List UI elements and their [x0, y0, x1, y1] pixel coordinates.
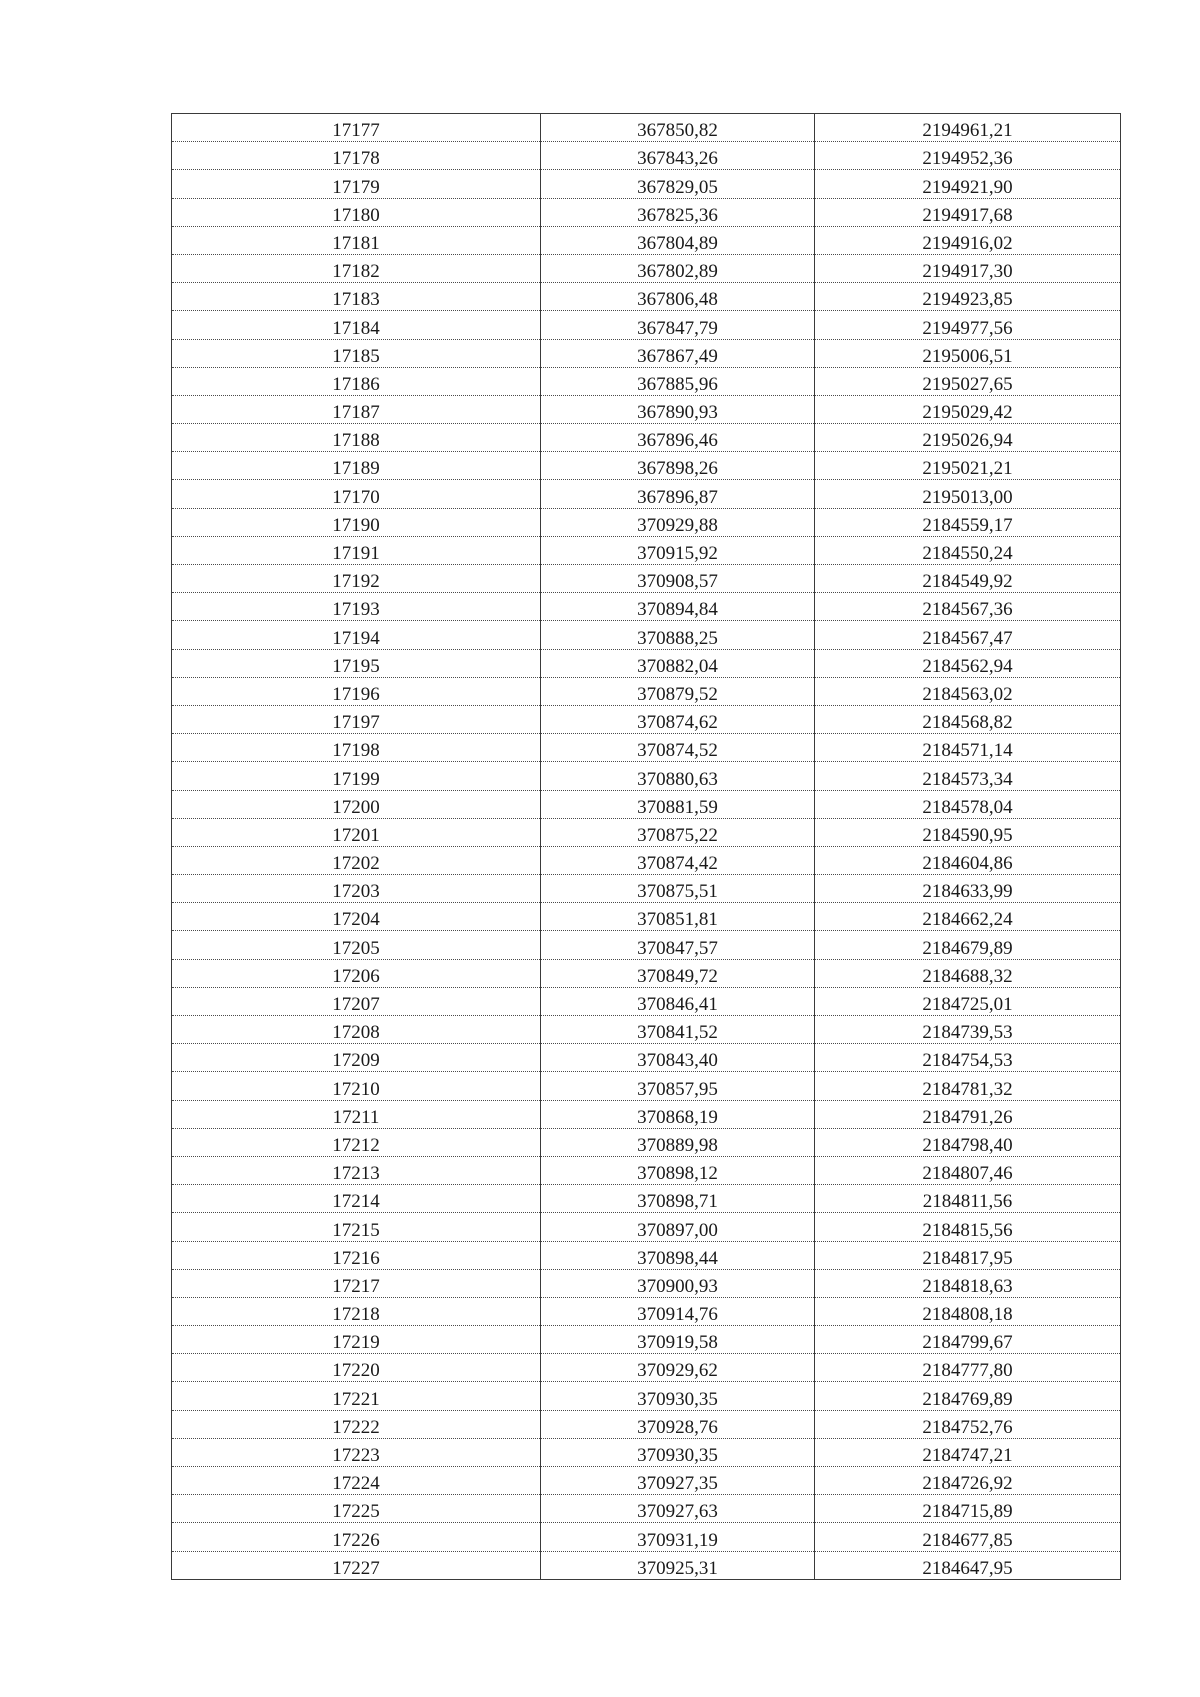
table-row	[172, 565, 1121, 593]
x-coordinate-cell: 370908,57	[541, 565, 815, 593]
table-row	[172, 903, 1121, 931]
x-coordinate-cell: 370930,35	[541, 1382, 815, 1410]
x-coordinate-cell: 370849,72	[541, 959, 815, 987]
point-number-cell: 17227	[172, 1551, 541, 1579]
point-number-cell: 17184	[172, 311, 541, 339]
table-row	[172, 734, 1121, 762]
point-number-cell: 17182	[172, 254, 541, 282]
y-coordinate-cell: 2184808,18	[815, 1297, 1121, 1325]
point-number-cell: 17170	[172, 480, 541, 508]
y-coordinate-cell: 2184604,86	[815, 846, 1121, 874]
x-coordinate-cell: 370927,35	[541, 1467, 815, 1495]
point-number-cell: 17207	[172, 987, 541, 1015]
table-row	[172, 508, 1121, 536]
y-coordinate-cell: 2184590,95	[815, 818, 1121, 846]
point-number-cell: 17213	[172, 1156, 541, 1184]
y-coordinate-cell: 2184799,67	[815, 1326, 1121, 1354]
point-number-cell: 17180	[172, 198, 541, 226]
y-coordinate-cell: 2184817,95	[815, 1241, 1121, 1269]
coordinates-table	[171, 113, 1121, 1580]
y-coordinate-cell: 2184818,63	[815, 1269, 1121, 1297]
point-number-cell: 17196	[172, 677, 541, 705]
x-coordinate-cell: 367896,87	[541, 480, 815, 508]
y-coordinate-cell: 2184633,99	[815, 875, 1121, 903]
y-coordinate-cell: 2184777,80	[815, 1354, 1121, 1382]
y-coordinate-cell: 2184563,02	[815, 677, 1121, 705]
table-row	[172, 649, 1121, 677]
y-coordinate-cell: 2184688,32	[815, 959, 1121, 987]
x-coordinate-cell: 370888,25	[541, 621, 815, 649]
x-coordinate-cell: 370897,00	[541, 1213, 815, 1241]
table-row	[172, 254, 1121, 282]
point-number-cell: 17217	[172, 1269, 541, 1297]
y-coordinate-cell: 2184550,24	[815, 536, 1121, 564]
point-number-cell: 17225	[172, 1495, 541, 1523]
x-coordinate-cell: 370843,40	[541, 1044, 815, 1072]
table-row	[172, 1297, 1121, 1325]
table-row	[172, 114, 1121, 142]
x-coordinate-cell: 370919,58	[541, 1326, 815, 1354]
x-coordinate-cell: 370925,31	[541, 1551, 815, 1579]
point-number-cell: 17211	[172, 1100, 541, 1128]
table-row	[172, 395, 1121, 423]
point-number-cell: 17189	[172, 452, 541, 480]
point-number-cell: 17220	[172, 1354, 541, 1382]
y-coordinate-cell: 2194921,90	[815, 170, 1121, 198]
point-number-cell: 17193	[172, 593, 541, 621]
y-coordinate-cell: 2184811,56	[815, 1185, 1121, 1213]
point-number-cell: 17210	[172, 1072, 541, 1100]
table-row	[172, 762, 1121, 790]
x-coordinate-cell: 370875,51	[541, 875, 815, 903]
y-coordinate-cell: 2194977,56	[815, 311, 1121, 339]
y-coordinate-cell: 2184807,46	[815, 1156, 1121, 1184]
table-row	[172, 1495, 1121, 1523]
x-coordinate-cell: 367829,05	[541, 170, 815, 198]
x-coordinate-cell: 370898,71	[541, 1185, 815, 1213]
table-row	[172, 621, 1121, 649]
y-coordinate-cell: 2184562,94	[815, 649, 1121, 677]
y-coordinate-cell: 2184568,82	[815, 705, 1121, 733]
x-coordinate-cell: 367890,93	[541, 395, 815, 423]
y-coordinate-cell: 2184798,40	[815, 1128, 1121, 1156]
x-coordinate-cell: 370928,76	[541, 1410, 815, 1438]
y-coordinate-cell: 2194923,85	[815, 283, 1121, 311]
y-coordinate-cell: 2195029,42	[815, 395, 1121, 423]
x-coordinate-cell: 370851,81	[541, 903, 815, 931]
table-row	[172, 790, 1121, 818]
x-coordinate-cell: 367847,79	[541, 311, 815, 339]
y-coordinate-cell: 2184715,89	[815, 1495, 1121, 1523]
y-coordinate-cell: 2194961,21	[815, 114, 1121, 142]
x-coordinate-cell: 370875,22	[541, 818, 815, 846]
table-row	[172, 959, 1121, 987]
x-coordinate-cell: 370846,41	[541, 987, 815, 1015]
x-coordinate-cell: 370929,62	[541, 1354, 815, 1382]
point-number-cell: 17179	[172, 170, 541, 198]
point-number-cell: 17177	[172, 114, 541, 142]
table-row	[172, 1213, 1121, 1241]
table-row	[172, 480, 1121, 508]
y-coordinate-cell: 2184647,95	[815, 1551, 1121, 1579]
table-row	[172, 452, 1121, 480]
point-number-cell: 17187	[172, 395, 541, 423]
table-row	[172, 1410, 1121, 1438]
x-coordinate-cell: 367804,89	[541, 226, 815, 254]
y-coordinate-cell: 2184781,32	[815, 1072, 1121, 1100]
x-coordinate-cell: 370882,04	[541, 649, 815, 677]
y-coordinate-cell: 2195006,51	[815, 339, 1121, 367]
point-number-cell: 17204	[172, 903, 541, 931]
x-coordinate-cell: 370898,12	[541, 1156, 815, 1184]
table-row	[172, 593, 1121, 621]
coordinates-table-body	[172, 114, 1121, 1580]
x-coordinate-cell: 370880,63	[541, 762, 815, 790]
table-row	[172, 1382, 1121, 1410]
x-coordinate-cell: 370868,19	[541, 1100, 815, 1128]
table-row	[172, 1269, 1121, 1297]
y-coordinate-cell: 2184752,76	[815, 1410, 1121, 1438]
point-number-cell: 17206	[172, 959, 541, 987]
point-number-cell: 17214	[172, 1185, 541, 1213]
x-coordinate-cell: 370929,88	[541, 508, 815, 536]
point-number-cell: 17178	[172, 142, 541, 170]
table-row	[172, 1016, 1121, 1044]
table-row	[172, 170, 1121, 198]
point-number-cell: 17197	[172, 705, 541, 733]
y-coordinate-cell: 2194916,02	[815, 226, 1121, 254]
point-number-cell: 17181	[172, 226, 541, 254]
y-coordinate-cell: 2184559,17	[815, 508, 1121, 536]
table-row	[172, 1523, 1121, 1551]
table-row	[172, 536, 1121, 564]
x-coordinate-cell: 367802,89	[541, 254, 815, 282]
point-number-cell: 17215	[172, 1213, 541, 1241]
y-coordinate-cell: 2195021,21	[815, 452, 1121, 480]
table-row	[172, 818, 1121, 846]
table-row	[172, 283, 1121, 311]
y-coordinate-cell: 2184726,92	[815, 1467, 1121, 1495]
x-coordinate-cell: 370874,62	[541, 705, 815, 733]
y-coordinate-cell: 2184549,92	[815, 565, 1121, 593]
y-coordinate-cell: 2184567,36	[815, 593, 1121, 621]
point-number-cell: 17199	[172, 762, 541, 790]
x-coordinate-cell: 367825,36	[541, 198, 815, 226]
point-number-cell: 17188	[172, 424, 541, 452]
x-coordinate-cell: 370874,52	[541, 734, 815, 762]
table-row	[172, 677, 1121, 705]
table-row	[172, 1044, 1121, 1072]
point-number-cell: 17203	[172, 875, 541, 903]
point-number-cell: 17226	[172, 1523, 541, 1551]
x-coordinate-cell: 370874,42	[541, 846, 815, 874]
x-coordinate-cell: 370927,63	[541, 1495, 815, 1523]
x-coordinate-cell: 370898,44	[541, 1241, 815, 1269]
point-number-cell: 17208	[172, 1016, 541, 1044]
y-coordinate-cell: 2184739,53	[815, 1016, 1121, 1044]
y-coordinate-cell: 2194917,68	[815, 198, 1121, 226]
y-coordinate-cell: 2184747,21	[815, 1438, 1121, 1466]
point-number-cell: 17194	[172, 621, 541, 649]
y-coordinate-cell: 2184578,04	[815, 790, 1121, 818]
table-row	[172, 931, 1121, 959]
x-coordinate-cell: 367843,26	[541, 142, 815, 170]
y-coordinate-cell: 2184677,85	[815, 1523, 1121, 1551]
y-coordinate-cell: 2195027,65	[815, 367, 1121, 395]
y-coordinate-cell: 2184754,53	[815, 1044, 1121, 1072]
point-number-cell: 17212	[172, 1128, 541, 1156]
point-number-cell: 17209	[172, 1044, 541, 1072]
table-row	[172, 1467, 1121, 1495]
x-coordinate-cell: 370879,52	[541, 677, 815, 705]
x-coordinate-cell: 370914,76	[541, 1297, 815, 1325]
y-coordinate-cell: 2184725,01	[815, 987, 1121, 1015]
y-coordinate-cell: 2195013,00	[815, 480, 1121, 508]
table-row	[172, 1241, 1121, 1269]
x-coordinate-cell: 367898,26	[541, 452, 815, 480]
x-coordinate-cell: 367885,96	[541, 367, 815, 395]
table-row	[172, 1128, 1121, 1156]
y-coordinate-cell: 2194952,36	[815, 142, 1121, 170]
table-row	[172, 367, 1121, 395]
point-number-cell: 17195	[172, 649, 541, 677]
point-number-cell: 17205	[172, 931, 541, 959]
y-coordinate-cell: 2195026,94	[815, 424, 1121, 452]
x-coordinate-cell: 367867,49	[541, 339, 815, 367]
x-coordinate-cell: 370894,84	[541, 593, 815, 621]
x-coordinate-cell: 370930,35	[541, 1438, 815, 1466]
y-coordinate-cell: 2184791,26	[815, 1100, 1121, 1128]
table-row	[172, 1185, 1121, 1213]
point-number-cell: 17201	[172, 818, 541, 846]
table-row	[172, 311, 1121, 339]
table-row	[172, 987, 1121, 1015]
y-coordinate-cell: 2184571,14	[815, 734, 1121, 762]
y-coordinate-cell: 2184573,34	[815, 762, 1121, 790]
y-coordinate-cell: 2184769,89	[815, 1382, 1121, 1410]
x-coordinate-cell: 370889,98	[541, 1128, 815, 1156]
x-coordinate-cell: 370857,95	[541, 1072, 815, 1100]
x-coordinate-cell: 370847,57	[541, 931, 815, 959]
point-number-cell: 17216	[172, 1241, 541, 1269]
x-coordinate-cell: 370881,59	[541, 790, 815, 818]
x-coordinate-cell: 370915,92	[541, 536, 815, 564]
point-number-cell: 17222	[172, 1410, 541, 1438]
x-coordinate-cell: 367850,82	[541, 114, 815, 142]
x-coordinate-cell: 370841,52	[541, 1016, 815, 1044]
y-coordinate-cell: 2184567,47	[815, 621, 1121, 649]
point-number-cell: 17185	[172, 339, 541, 367]
point-number-cell: 17223	[172, 1438, 541, 1466]
point-number-cell: 17221	[172, 1382, 541, 1410]
y-coordinate-cell: 2184662,24	[815, 903, 1121, 931]
point-number-cell: 17190	[172, 508, 541, 536]
table-row	[172, 198, 1121, 226]
y-coordinate-cell: 2184815,56	[815, 1213, 1121, 1241]
point-number-cell: 17202	[172, 846, 541, 874]
point-number-cell: 17186	[172, 367, 541, 395]
table-row	[172, 339, 1121, 367]
point-number-cell: 17191	[172, 536, 541, 564]
table-row	[172, 1354, 1121, 1382]
point-number-cell: 17219	[172, 1326, 541, 1354]
x-coordinate-cell: 370931,19	[541, 1523, 815, 1551]
table-row	[172, 142, 1121, 170]
table-row	[172, 424, 1121, 452]
point-number-cell: 17200	[172, 790, 541, 818]
point-number-cell: 17218	[172, 1297, 541, 1325]
table-row	[172, 1438, 1121, 1466]
table-row	[172, 1072, 1121, 1100]
table-row	[172, 226, 1121, 254]
point-number-cell: 17192	[172, 565, 541, 593]
point-number-cell: 17198	[172, 734, 541, 762]
table-row	[172, 1326, 1121, 1354]
table-row	[172, 705, 1121, 733]
x-coordinate-cell: 367896,46	[541, 424, 815, 452]
y-coordinate-cell: 2184679,89	[815, 931, 1121, 959]
table-row	[172, 846, 1121, 874]
table-row	[172, 1100, 1121, 1128]
x-coordinate-cell: 367806,48	[541, 283, 815, 311]
point-number-cell: 17224	[172, 1467, 541, 1495]
x-coordinate-cell: 370900,93	[541, 1269, 815, 1297]
table-row	[172, 1551, 1121, 1579]
y-coordinate-cell: 2194917,30	[815, 254, 1121, 282]
table-row	[172, 875, 1121, 903]
point-number-cell: 17183	[172, 283, 541, 311]
table-row	[172, 1156, 1121, 1184]
